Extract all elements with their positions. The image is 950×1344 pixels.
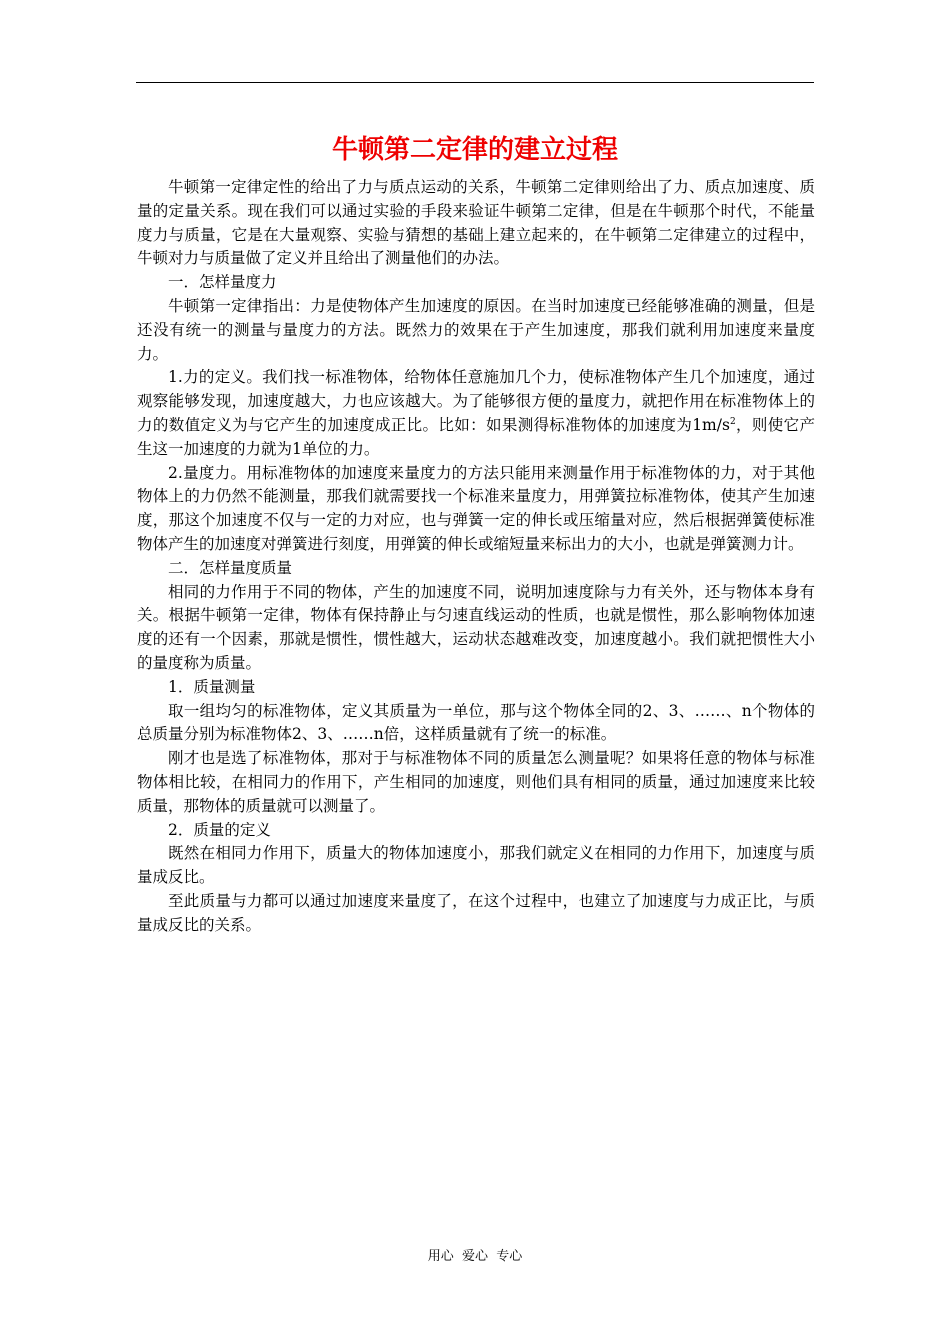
subheading-mass-measure: 1．质量测量	[168, 677, 256, 696]
header-rule	[136, 82, 814, 83]
paragraph-mass-intro: 相同的力作用于不同的物体，产生的加速度不同，说明加速度除与力有关外，还与物体本身有关。根据牛顿第一定律，物体有保持静止与匀速直线运动的性质，也就是惯性，那么影响物体加速度的还有一个因素，那就是惯性，惯性越大，运动状态越难改变，加速度越小。我们就把惯性大小的量度称为质量。	[137, 582, 815, 672]
page-title: 牛顿第二定律的建立过程	[331, 135, 618, 165]
intro-paragraph: 牛顿第一定律定性的给出了力与质点运动的关系，牛顿第二定律则给出了力、质点加速度、质量的定量关系。现在我们可以通过实验的手段来验证牛顿第二定律，但是在牛顿那个时代，不能量度力与质量，它是在大量观察、实验与猜想的基础上建立起来的，在牛顿第二定律建立的过程中，牛顿对力与质量做了定义并且给出了测量他们的办法。	[137, 178, 815, 268]
force-definition-text: 1.力的定义。我们找一标准物体，给物体任意施加几个力，使标准物体产生几个加速度，通过观察能够发现，加速度越大，力也应该越大。为了能够很方便的量度力，就把作用在标准物体上的力的数值定义为与它产生的加速度成正比。比如：如果测得标准物体的加速度为1m/s	[137, 368, 815, 434]
document-body	[137, 176, 815, 938]
paragraph-mass-definition: 既然在相同力作用下，质量大的物体加速度小，那我们就定义在相同的力作用下，加速度与质量成反比。	[137, 844, 815, 887]
paragraph-force-definition	[137, 366, 815, 461]
section-heading-force: 一．怎样量度力	[168, 273, 277, 292]
page-footer: 用心 爱心 专心	[427, 1249, 523, 1264]
paragraph-mass-standard: 取一组均匀的标准物体，定义其质量为一单位，那与这个物体全同的2、3、……、n个物体的总质量分别为标准物体2、3、……n倍，这样质量就有了统一的标准。	[137, 701, 815, 744]
subheading-mass-definition: 2．质量的定义	[168, 820, 271, 839]
paragraph-mass-compare: 刚才也是选了标准物体，那对于与标准物体不同的质量怎么测量呢？如果将任意的物体与标准物体相比较，在相同力的作用下，产生相同的加速度，则他们具有相同的质量，通过加速度来比较质量，那物体的质量就可以测量了。	[137, 749, 815, 815]
force-definition-text-end: ，则使它产生这一加速度的力就为1单位的力。	[137, 415, 815, 458]
paragraph-force-measure: 2.量度力。用标准物体的加速度来量度力的方法只能用来测量作用于标准物体的力，对于其他物体上的力仍然不能测量，那我们就需要找一个标准来量度力，用弹簧拉标准物体，使其产生加速度，那这个加速度不仅与一定的力对应，也与弹簧一定的伸长或压缩量对应，然后根据弹簧使标准物体产生的加速度对弹簧进行刻度，用弹簧的伸长或缩短量来标出力的大小，也就是弹簧测力计。	[137, 463, 815, 553]
paragraph-force-intro: 牛顿第一定律指出：力是使物体产生加速度的原因。在当时加速度已经能够准确的测量，但是还没有统一的测量与量度力的方法。既然力的效果在于产生加速度，那我们就利用加速度来量度力。	[137, 296, 815, 363]
superscript-two: 2	[729, 416, 736, 427]
paragraph-conclusion: 至此质量与力都可以通过加速度来量度了，在这个过程中，也建立了加速度与力成正比，与质量成反比的关系。	[137, 891, 815, 934]
section-heading-mass: 二．怎样量度质量	[168, 558, 293, 577]
